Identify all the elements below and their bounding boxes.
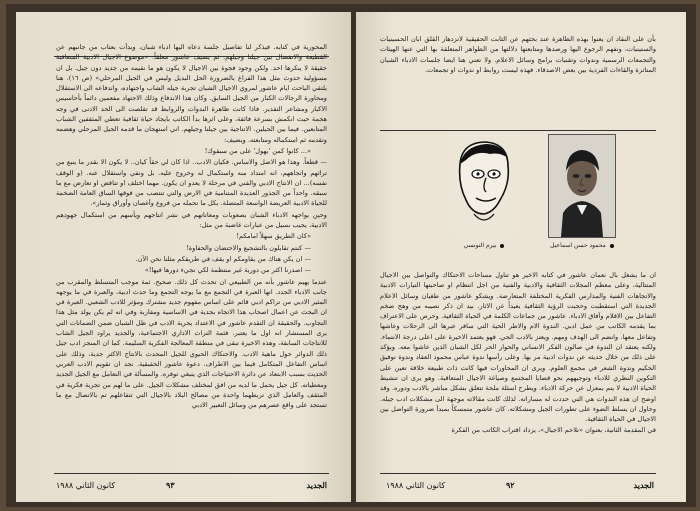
figure-caption: محمود حسن اسماعيل [548,242,616,249]
left-page-body [56,42,327,411]
portrait-figure [548,134,616,249]
right-page [356,12,686,502]
footer-date: كانون الثاني ١٩٨٨ [56,481,116,490]
caricature-image [450,134,518,238]
right-page-body [380,270,656,437]
footer-rule [54,473,329,474]
footer-page-number: ٩٣ [166,480,175,490]
paragraph: عندما يهيم عاشور بأنه من الطبيعي ان تحدث كل ذلك. صحيح. ثمة موجب المتسلط والمقرب من جانب الادباء الجدد. انها العبرة في التجمع مع ما يوجه التجمع وما حدث ادبية، والعبرة في ما يوجهه المثير الادبي من تراكم ادبي قائم على اساس مفهوم جديد مشترك ومؤثر للادب الشعبي. العبرة في ان البحث عن اعمال اصحاب هذا الاتجاه بجدية في الاساسية ومقاربة وفي انه لم يكن يولد مثل هذا التجاوب. والحقيقة ان التقدم عاشور في الاعتداد بحرية الادب في ظل الشبان ضمن الضمانات التي يرى المستشار انه اول ما يعتبر. فثمة التراث الاداري الاجتماعية، والجديد يراود الجيل الشاب للانتاجات السابقة، وهذه الاخيرة تبقى في منطقة المعالجة الفكرية السليمة. كما ان المنجز ادب جيل ذلك الدوائر حول ماهية الادب. والاحتكاك الحيوي للجيل المحدث بالانتاج الاكثر جدية، وذلك على اساس التفاعل المتكامل فيما بين الاطراف. دعوة عاشور الحقيقية. نجد ان تقويم الادب العربي الحديث بسبب الابتعاد عن دائرة الاحتياجات الذي ينبغي توفره. والمسألة في التعامل مع الجيل الجديد ومعطياته. كل جيل يحمل ما لديه من افق لمختلف مشكلات الجيل. على ما لهم من تجربة فكرية في المثقف والعامل الذي تربطهما واحدة من مصالح البلاد بالاجيال التي تتفاعلهم تم بالاتصال مع ما تستجد على واقع عصرهم من وسائل التعبير الادبي [56,277,327,410]
footer-date: كانون الثاني ١٩٨٨ [386,481,446,490]
divider-rule [380,130,656,131]
caricature-figure [450,134,518,249]
paragraph: وحين يواجهه الادباء الشبان بصعوبات ومعاناتهم في نشر انتاجهم ويأسهم من استكمال جهودهم الادبية، يجيب بسيل من عبارات غاضبة من مثل: [56,210,327,230]
quote-line: — اصدرنا اكثر من دورية غير منتظمة لكي نجيء دورها فيها!» [144,266,311,275]
paragraph: المحورية في كتابه. فيذكر لنا تفاصيل جلسة دعاه اليها ادباء شبان، ويدأت بعتاب من جانبهم عن القطيعة والانفصال بين جيلنا وجيلهم. ثم يضيف عاشور معلقاً: «موضوع الاجيال الادبية المتعاقبة حقيقة لا ينكرها احد. ولكن وجود فجوة بين الاجيال لا يكون هو ما نقيمه من جديد دون جيل. بل ان مسؤولية حدوث مثل هذا الفراغ بالضرورة الحل البديل وليس في الجيل المرحلي» (ص ١٦). هنا يلتقي الباحث ايام عاشور لمروي الاجيال الشبان تجربة جيله الشاب واجتهاده، واندفاعه الى الاستقلال ومحاورة الرجالات الكبار من الجيل السابق. وكان هذا الاندفاع وذلك الاجتهاد مفعمين دائماً بأحاسيس الاكبار ومشاعر التقدير. فاذا كانت ظاهرة الندوات والروابط قد تقلصت الى الحد الادنى في وجه هجمة حيث انكمش بسرعة فائقة، وعلى اثرها بدأ الكاتب بايجاد حياة ثقافية تعطي المثقفين الشباب المتابعين. فيما بين الجيلين. الانتاجية بين جيلنا وجيلهم. اني استهجان ما قدمه الجيل المرحلي وهضمه وتقدمه ثم استكماله ومتابعته. ويضيف: [56,43,327,144]
footer-magazine-title: الجديد [306,480,327,490]
quote-line: «... كانوا كمن 'يهول' على من سبقوك! [204,146,311,155]
open-book [6,4,696,507]
footer-magazine-title: الجديد [633,480,654,490]
quote-line: — ان يكن هناك من يقاومكم او يقف في طريقكم مثلنا نحن الآن. [135,254,311,263]
caption-bullet-icon [610,244,614,248]
right-page-intro: بأن على النقاد ان يعنوا بهذه الظاهرة عند بحثهم عن الثابت الحقيقية لانزدهار القلق ابان الحسينيات والستينيات، ونفهم الرجوع اليها ورصدها ومتابعتها دلالتها من الظواهر المتعلقة بها التي عنها الهيئات والتجمعات الرسمية وندوات وتقنيات برامج وسائل الاعلام. ولا تعني هنا ايضا جلسات الادباء الشبان المتاثرة والقاءات الفردية بين بعض الاصدقاء. فهذه ليست روابط او ندوات او تجمعات. [380,35,656,74]
paragraph: — قطعاً. وهذا هو الاصل والاساس. فكيان الادب.. اذا كان لي حقاً كيان.. لا يكون الا بقدر ما ينبع من تراثهم واتجاههم، انه امتداد منه واستكمال له وخروج عليه. بل ونفي واستقلال عنه. (و الوقف نفسه)... ان الانتاج الادبي والفني في مرحلة لا يعدو ان يكون. مهما اختلف او تناقض او تعارض مع ما سبقه. واحداً من الجذور العديدة المتنامية في الارض والتي تنتصب من فوقها الساق العامة الضخمة للحياة الادبية العريضة الواسعة المتصلة. بكل ما تحمله من فروع وأغصان وأوراق وثمار». [56,158,327,208]
footer-page-number: ٩٢ [506,480,515,490]
portrait-photo [548,134,616,238]
portrait-image [549,135,615,237]
figure-caption: بيرم التونسي [450,242,518,249]
paragraph: في المقدمة الثانية، بعنوان «تلاحم الاجيال»، يزداد اقتراب الكاتب من الفكرة [451,426,656,435]
caption-bullet-icon [500,244,504,248]
quote-line: — كنتم تقابلون بالتشجيع والاحتضان والحفاوة! [186,243,311,252]
left-page [16,12,351,502]
footer-rule [380,473,656,474]
quote-line: «كان الطريق سهلاً امامكم! [236,232,311,241]
caricature-drawing [450,134,518,238]
paragraph: ان ما يشغل بال نعمان عاشور في كتابه الاخير هو تناول مساحات الاحتكاك والتواصل بين الاجيال المتتالية، وعلى معظم المجلات الثقافية والادبية والفنية من اجل انتظام او صاحبتها التيارات الادبية والاتجاهات الفنية والمدارس الفكرية المختلفة المتعارضة. ويشكو عاشور من طغيان وسائل الاعلام الجديدة التي استقطبت وحجبت الرؤية الثقافية بعيداً عن الاثار. بيد ان ذكر نصيبه من وهج ضخم التفاعل بين الاقلام وآفاق الادباء. عاشور من جماعات الكلمة في الحياة الثقافية. وحرص على الاعتراف بما يقدمه الكاتب من عمل ادبي. الندوة الام والاطر الحية التي سافر عبرها الى الرحلات وعاشها وتفاعل معها. وانضم الى الهدف ومهم. ويعتز بالادب الحي. فهو يعتمد الاخيرة على اعلى درجة الانتماء. ولكنه يعتقد ان الندوة في صالون الفكر الانساني والحوار الحر لكل الشبان الذين عاشوا معه. ويؤكد على ذلك من خلال حديثه عن ندوات ادبية مر بها. وعلى رأسها ندوة عباس محمود العقاد وندوة توفيق الحكيم وندوة الشعر في مجمع العلوم. ويرى ان المحاورات فيها كانت ذات طبيعة خلاقة تعين على التكوين النظري للادباء وتوجيههم نحو قضايا المجتمع وصياغة الاجيال المتعاقبة. وهو يرى ان تنشيط الحياة الادبية لا يتم بمعزل عن حركة الادباء. ويطرح اسئلة ملحة تتعلق بشكل مباشر بالادب ودوره. وقد اوضح ان هذه الندوات هي التي حددت له مساراته. لذلك كانت مقالاته موجهة الى مشكلات ادب جيله. وحاول ان يسلط الضوء على تطورات الجيل ومشكلاته. كان عاشور متمسكاً بمبدأ ضرورة التواصل بين الاجيال في الحياة الثقافية. [380,271,656,424]
